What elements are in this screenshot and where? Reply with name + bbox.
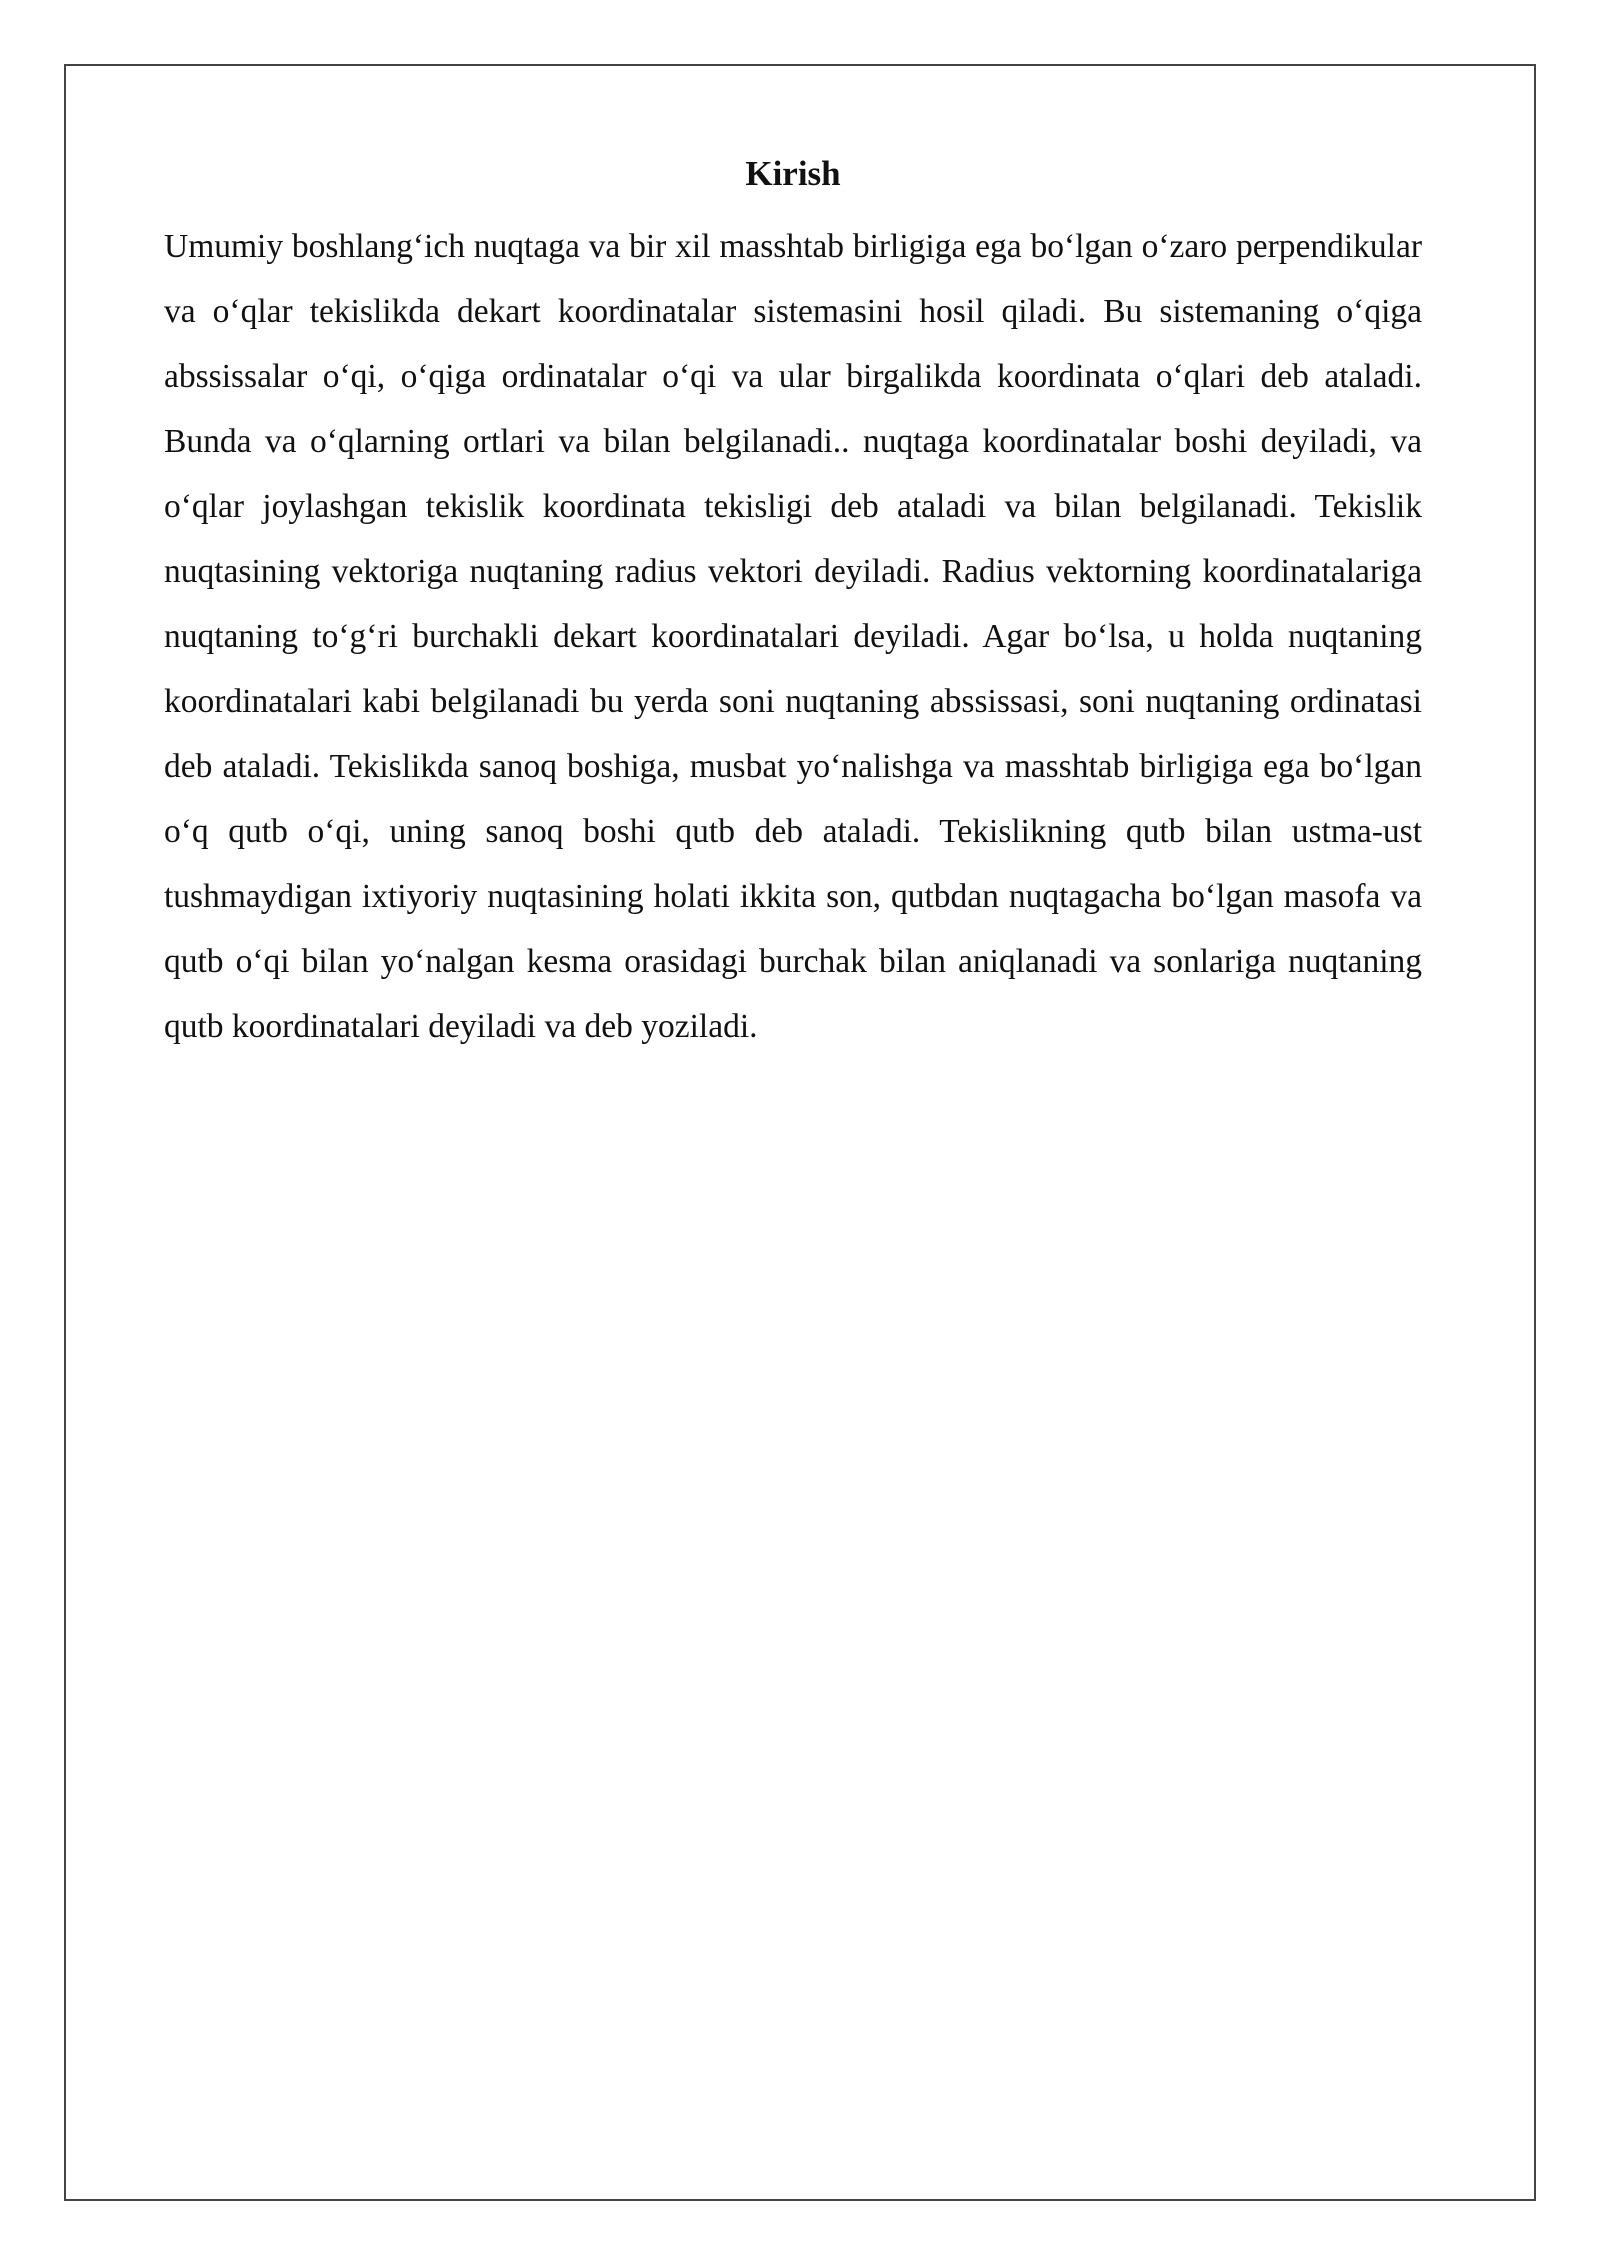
page-title: Kirish: [745, 154, 841, 193]
page-content: [164, 150, 1422, 1059]
body-paragraph: Umumiy boshlang‘ich nuqtaga va bir xil masshtab birligiga ega bo‘lgan o‘zaro perpendikular va o‘qlar tekislikda dekart koordinatalar sistemasini hosil qiladi. Bu sistemaning o‘qiga abssissalar o‘qi, o‘qiga ordinatalar o‘qi va ular birgalikda koordinata o‘qlari deb ataladi. Bunda va o‘qlarning ortlari va bilan belgilanadi.. nuqtaga koordinatalar boshi deyiladi, va o‘qlar joylashgan tekislik koordinata tekisligi deb ataladi va bilan belgilanadi. Tekislik nuqtasining vektoriga nuqtaning radius vektori deyiladi. Radius vektorning koordinatalariga nuqtaning to‘g‘ri burchakli dekart koordinatalari deyiladi. Agar bo‘lsa, u holda nuqtaning koordinatalari kabi belgilanadi bu yerda soni nuqtaning abssissasi, soni nuqtaning ordinatasi deb ataladi. Tekislikda sanoq boshiga, musbat yo‘nalishga va masshtab birligiga ega bo‘lgan o‘q qutb o‘qi, uning sanoq boshi qutb deb ataladi. Tekislikning qutb bilan ustma-ust tushmaydigan ixtiyoriy nuqtasining holati ikkita son, qutbdan nuqtagacha bo‘lgan masofa va qutb o‘qi bilan yo‘nalgan kesma orasidagi burchak bilan aniqlanadi va sonlariga nuqtaning qutb koordinatalari deyiladi va deb yoziladi.: [164, 228, 1422, 1045]
